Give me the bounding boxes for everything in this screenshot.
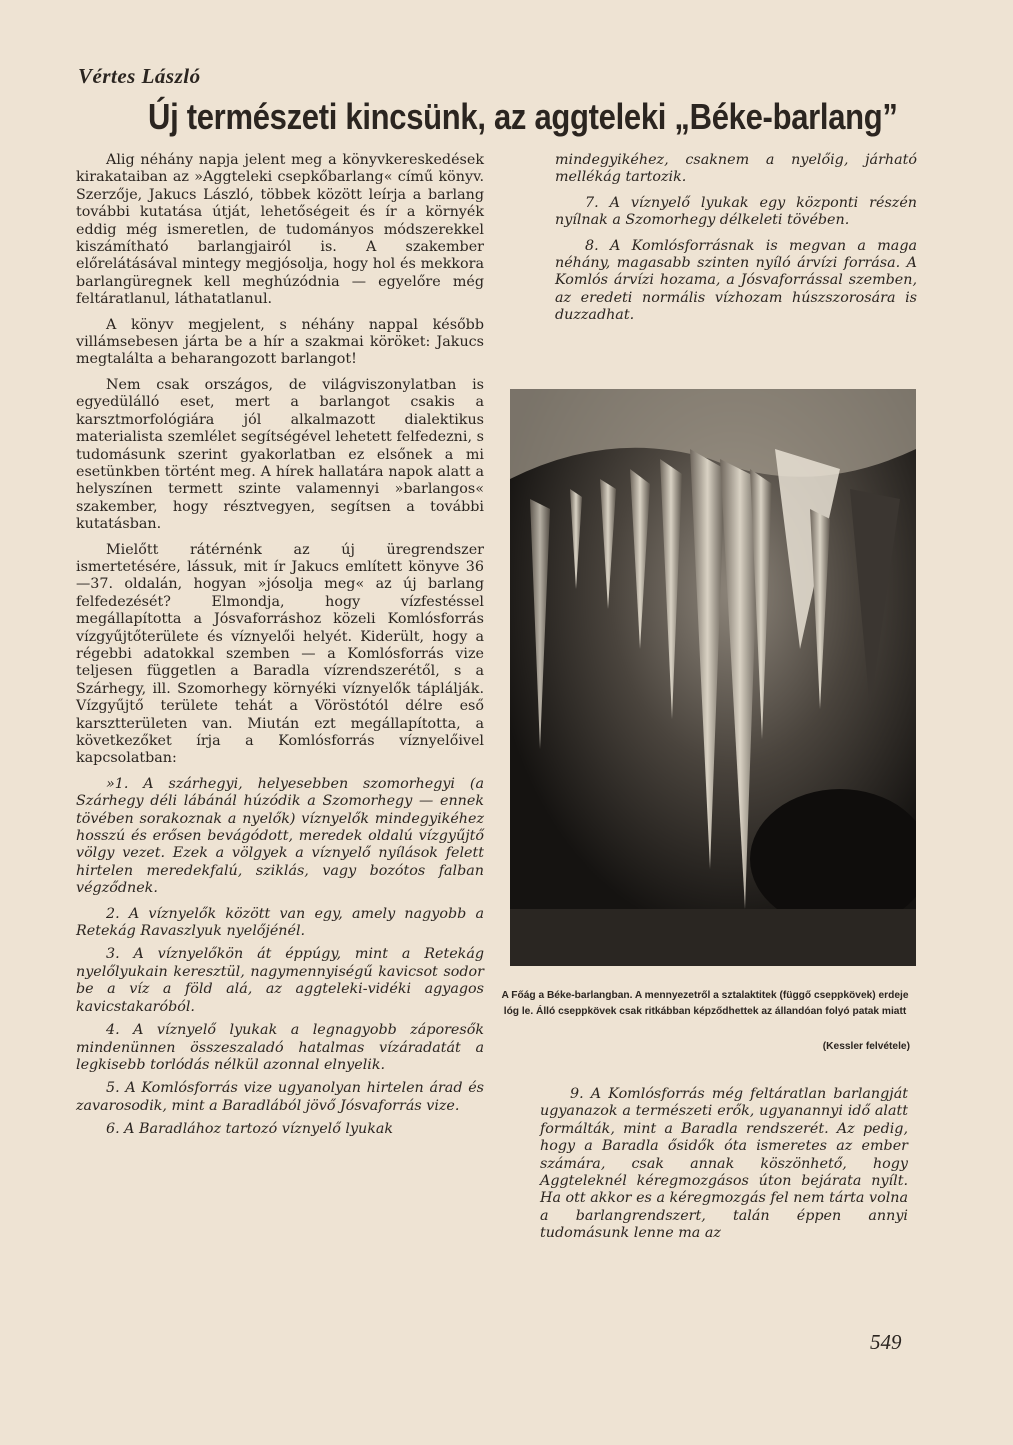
quoted-paragraph: 2. A víznyelők között van egy, amely nagyobb a Retekág Ravaszlyuk nyelőjénél.: [76, 905, 484, 940]
photo-credit: (Kessler felvétele): [822, 1041, 910, 1052]
quoted-paragraph: »1. A szárhegyi, helyesebben szomorhegyi (a Szárhegy déli lábánál húzódik a Szomorhegy — ennek tövében sorakoznak a nyelők) víznyelők mindegyikéhez hosszú és erősen bevágódott, meredek oldalú vízgyűjtő völgy vezet. Ezek a völgyek a víznyelő nyílások felett hirtelen meredekfalú, sziklás, vagy bozótos falban végződnek.: [76, 775, 484, 897]
quoted-paragraph: 7. A víznyelő lyukak egy központi részén nyílnak a Szomorhegy délkeleti tövében.: [555, 194, 917, 229]
paragraph: Alig néhány napja jelent meg a könyvkereskedések kirakataiban az »Aggteleki csepkőbarlang« című könyv. Szerzője, Jakucs László, többek között leírja a barlang további kutatása útját, lehetőségeit és ír a környék eddig még ismeretlen, de tudományos módszerekkel kiszámítható barlangjairól is. A szakember előrelátásával mintegy megjósolja, hogy hol és mekkora barlangüregnek kell meghúzódnia — egyelőre még feltáratlanul, láthatatlanul.: [76, 152, 484, 308]
author-name: Vértes László: [78, 64, 201, 88]
cave-photo: [510, 389, 916, 966]
paragraph: Mielőtt rátérnénk az új üregrendszer ismertetésére, lássuk, mit ír Jakucs említett könyve 36—37. oldalán, hogyan »jósolja meg« az új barlang felfedezését? Elmondja, hogy vízfestéssel megállapította a Jósvaforráshoz közeli Komlósforrás vízgyűjtőterülete és víznyelői helyét. Kiderült, hogy a régebbi adatokkal szemben — a Komlósforrás vize teljesen független a Baradla vízrendszerétől, s a Szárhegy, ill. Szomorhegy környéki víznyelők táplálják. Vízgyűjtő területe tehát a Vöröstótól délre eső karsztterületen van. Miután ezt megállapította, a következőket írja a Komlósforrás víznyelőivel kapcsolatban:: [76, 541, 484, 767]
page-number: 549: [870, 1330, 902, 1354]
stalactite-illustration: [510, 389, 916, 966]
quoted-paragraph: mindegyikéhez, csaknem a nyelőig, járható mellékág tartozik.: [555, 152, 917, 186]
right-column-top: [555, 152, 917, 333]
paragraph: Nem csak országos, de világviszonylatban is egyedülálló eset, mert a barlangot csakis a karsztmorfológiára jól alkalmazott dialektikus materialista szemlélet segítségével lehetett felfedezni, s tudomásunk szerint gyakorlatban ez elsőnek a mi esetünkben történt meg. A hírek hallatára napok alatt a helyszínen termett szinte valamennyi »barlangos« szakember, hogy résztvegyen, segítsen a további kutatásban.: [76, 376, 484, 533]
quoted-paragraph: 8. A Komlósforrásnak is megvan a maga néhány, magasabb szinten nyíló árvízi forrása. A Komlós árvízi hozama, a Jósvaforrással szemben, az eredeti normális vízhozam húszszorosára is duzzadhat.: [555, 237, 917, 324]
quoted-paragraph: 9. A Komlósforrás még feltáratlan barlangját ugyanazok a természeti erők, ugyanannyi idő alatt formálták, mint a Baradla rendszerét. Az pedig, hogy a Baradla ősidők óta ismeretes az ember számára, csak annak köszönhető, hogy Aggteleknél kéregmozgásos úton bejárata nyílt. Ha ott akkor es a kéregmozgás fel nem tárta volna a barlangrendszert, talán éppen annyi tudomásunk lenne ma az: [540, 1086, 908, 1242]
paragraph: A könyv megjelent, s néhány nappal később villámsebesen járta be a hír a szakmai köröket: Jakucs megtalálta a beharangozott barlangot!: [76, 316, 484, 368]
photo-caption: A Főág a Béke-barlangban. A mennyezetről a sztalaktitek (függő cseppkövek) erdeje lóg le. Álló cseppkövek csak ritkábban képződhettek az állandóan folyó patak miatt: [501, 990, 909, 1017]
quoted-paragraph: 3. A víznyelőkön át éppúgy, mint a Retekág nyelőlyukain keresztül, nagymennyiségű kavicsot sodor be a víz a föld alá, az aggteleki-vidéki agyagos kavicstakaróból.: [76, 946, 484, 1015]
right-column-bottom: [540, 1086, 908, 1251]
quoted-paragraph: 6. A Baradlához tartozó víznyelő lyukak: [106, 1121, 394, 1138]
left-column: [76, 152, 484, 1145]
quoted-paragraph: 4. A víznyelő lyukak a legnagyobb záporesők mindenünnen összeszaladó hatalmas vízáradatát a legkisebb torlódás nélkül azonnal elnyelik.: [76, 1022, 484, 1073]
article-title: Új természeti kincsünk, az aggteleki „Béke-barlang”: [148, 96, 898, 138]
quoted-paragraph: 5. A Komlósforrás vize ugyanolyan hirtelen árad és zavarosodik, mint a Baradlából jövő Jósvaforrás vize.: [76, 1080, 484, 1114]
